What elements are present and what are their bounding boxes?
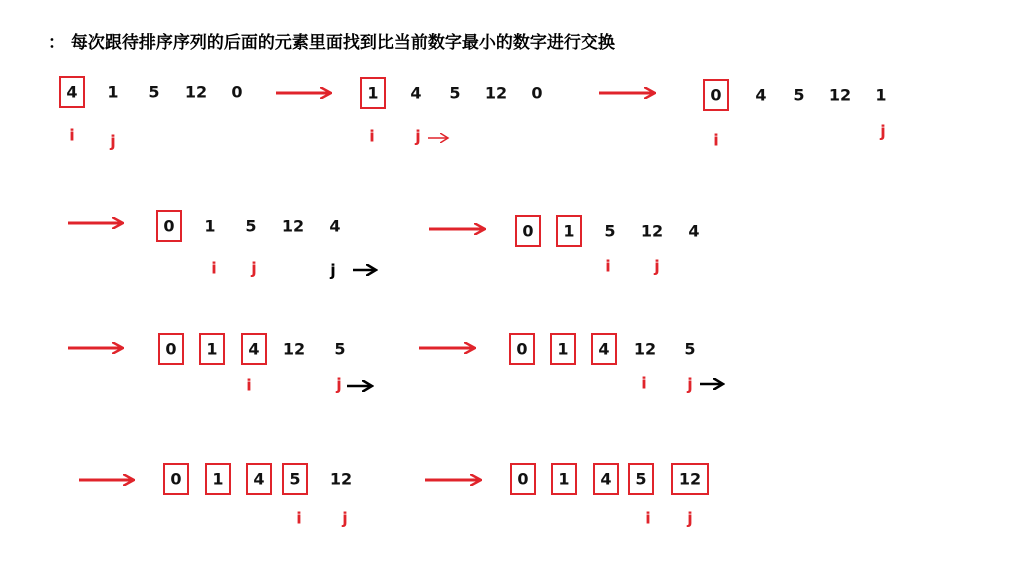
pointer-j-label: j [687, 374, 693, 394]
pointer-j-label: j [330, 260, 336, 280]
sequence-value: 5 [684, 339, 696, 359]
sequence-value: 5 [245, 216, 257, 236]
sequence-value: 4 [329, 216, 341, 236]
sequence-value: 5 [449, 83, 461, 103]
sequence-value: 1 [875, 85, 887, 105]
pointer-i-label: i [296, 508, 302, 528]
sequence-value: 4 [410, 83, 422, 103]
pointer-i-label: i [369, 126, 375, 146]
pointer-j-label: j [342, 508, 348, 528]
sequence-value: 5 [148, 82, 160, 102]
sequence-value: 1 [107, 82, 119, 102]
sequence-value: 5 [289, 469, 301, 489]
sequence-value: 4 [688, 221, 700, 241]
pointer-j-label: j [880, 121, 886, 141]
pointer-i-label: i [641, 373, 647, 393]
pointer-i-label: i [211, 258, 217, 278]
pointer-j-label: j [110, 131, 116, 151]
pointer-i-label: i [605, 256, 611, 276]
sequence-value: 1 [558, 469, 570, 489]
sequence-value: 0 [516, 339, 528, 359]
sequence-value: 12 [282, 339, 306, 359]
pointer-i-label: i [246, 375, 252, 395]
sequence-value: 1 [367, 83, 379, 103]
sequence-value: 4 [755, 85, 767, 105]
sequence-value: 0 [163, 216, 175, 236]
sequence-value: 12 [484, 83, 508, 103]
pointer-j-label: j [654, 256, 660, 276]
pointer-i-label: i [713, 130, 719, 150]
sequence-value: 0 [517, 469, 529, 489]
sequence-value: 0 [231, 82, 243, 102]
sequence-value: 12 [640, 221, 664, 241]
pointer-i-label: i [69, 125, 75, 145]
sequence-value: 5 [604, 221, 616, 241]
sequence-value: 12 [329, 469, 353, 489]
pointer-j-label: j [251, 258, 257, 278]
sequence-value: 0 [531, 83, 543, 103]
sequence-value: 0 [165, 339, 177, 359]
sequence-value: 4 [600, 469, 612, 489]
sequence-value: 1 [557, 339, 569, 359]
sequence-value: 0 [710, 85, 722, 105]
sequence-value: 5 [635, 469, 647, 489]
sequence-value: 12 [678, 469, 702, 489]
sequence-value: 4 [253, 469, 265, 489]
sequence-value: 4 [598, 339, 610, 359]
pointer-j-label: j [687, 508, 693, 528]
sequence-value: 12 [828, 85, 852, 105]
sequence-value: 12 [281, 216, 305, 236]
sequence-value: 0 [170, 469, 182, 489]
sequence-value: 1 [204, 216, 216, 236]
sequence-value: 1 [206, 339, 218, 359]
page-title: ： 每次跟待排序序列的后面的元素里面找到比当前数字最小的数字进行交换 [48, 33, 615, 53]
sequence-value: 1 [563, 221, 575, 241]
sequence-value: 12 [184, 82, 208, 102]
sequence-value: 12 [633, 339, 657, 359]
pointer-j-label: j [336, 374, 342, 394]
sequence-value: 0 [522, 221, 534, 241]
pointer-i-label: i [645, 508, 651, 528]
pointer-j-label: j [415, 126, 421, 146]
sequence-value: 4 [248, 339, 260, 359]
sequence-value: 4 [66, 82, 78, 102]
sequence-value: 1 [212, 469, 224, 489]
sequence-value: 5 [793, 85, 805, 105]
sequence-value: 5 [334, 339, 346, 359]
